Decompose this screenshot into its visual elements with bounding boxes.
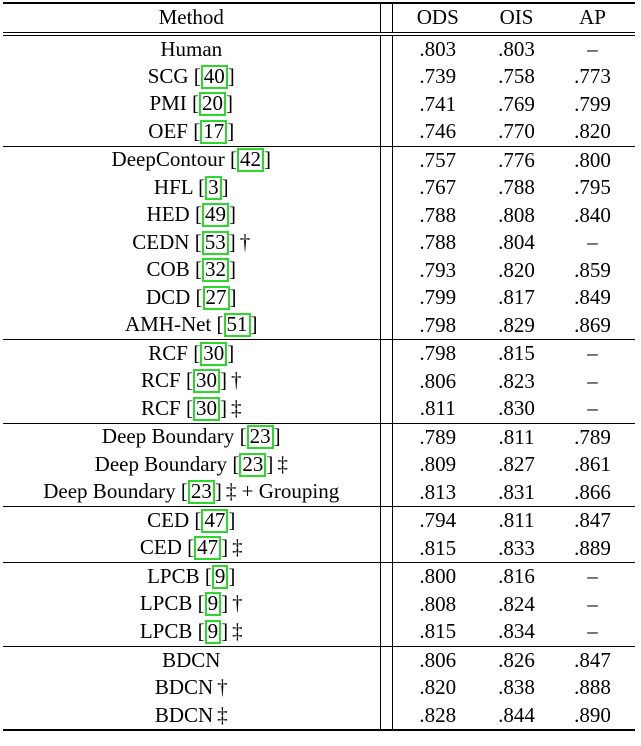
citation-link[interactable]: 23 [188,480,215,504]
ois-value: .829 [498,312,535,337]
ods-value: .809 [419,452,457,477]
ods-value: .815 [419,619,457,644]
citation-link[interactable]: 47 [201,509,228,533]
method-name: LPCB [139,618,193,643]
column-separator [380,91,392,119]
ap-value: – [587,591,598,616]
ods-value: .799 [419,285,457,310]
method-cell: LPCB [ 9 ] † [139,591,243,616]
column-separator [380,368,392,396]
citation-link[interactable]: 23 [239,453,266,477]
table-row [3,257,635,285]
method-name: RCF [141,368,181,393]
ois-value: .844 [498,702,535,727]
method-cell: Deep Boundary [ 23 ] ‡ + Grouping [43,479,340,504]
citation-link[interactable]: 3 [205,176,222,200]
ap-value: .799 [574,91,611,116]
table-body [3,34,635,731]
column-separator [380,423,392,451]
ois-value: .804 [498,230,535,255]
column-separator [380,451,392,479]
table-row [3,535,635,563]
citation-link[interactable]: 53 [202,231,229,255]
method-name: PMI [149,91,187,116]
ods-value: .811 [419,396,456,421]
method-marker: † [232,591,243,616]
column-separator [380,118,392,146]
ods-value: .757 [419,147,457,172]
ap-value: .866 [574,479,611,504]
ap-value: .840 [574,202,611,227]
column-separator [380,674,392,702]
citation-link[interactable]: 51 [224,313,251,337]
method-name: SCG [147,63,189,88]
ap-value: .859 [574,257,611,282]
method-marker: ‡ [232,618,243,643]
column-separator [380,702,392,731]
citation-link[interactable]: 32 [202,258,229,282]
ods-value: .803 [419,36,457,61]
ods-value: .806 [419,368,457,393]
citation-link[interactable]: 42 [237,148,264,172]
column-separator [380,618,392,646]
method-marker: ‡ [232,535,243,560]
ois-value: .838 [498,675,535,700]
citation-link[interactable]: 9 [205,592,222,616]
table-row [3,174,635,202]
ods-value: .813 [419,479,457,504]
ods-value: .788 [419,202,457,227]
citation-link[interactable]: 17 [200,120,227,144]
ods-value: .798 [419,341,457,366]
ap-value: .888 [574,675,611,700]
table-row [3,618,635,646]
method-cell: COB [ 32 ] [146,257,236,282]
ods-value: .798 [419,312,457,337]
method-marker: ‡ + Grouping [225,479,340,504]
method-name: CED [139,535,182,560]
ap-value: – [587,230,598,255]
method-name: Deep Boundary [94,451,228,476]
ap-value: – [587,368,598,393]
ods-value: .793 [419,257,457,282]
ap-value: – [587,396,598,421]
ois-value: .811 [498,508,535,533]
column-separator [380,312,392,340]
ois-value: .776 [498,147,535,172]
method-cell: RCF [ 30 ] [148,340,235,365]
method-cell: HFL [ 3 ] [153,174,229,199]
citation-link[interactable]: 9 [212,565,229,589]
citation-link[interactable]: 30 [193,369,220,393]
method-cell: SCG [ 40 ] [147,63,235,88]
column-separator [380,340,392,368]
ods-value: .806 [419,647,457,672]
table-row [3,229,635,257]
citation-link[interactable]: 40 [201,65,228,89]
table-row [3,91,635,119]
column-separator [380,507,392,535]
method-name: HFL [153,174,193,199]
method-cell: Deep Boundary [ 23 ] ‡ [94,451,288,476]
ap-value: .861 [574,452,611,477]
method-name: LPCB [139,591,193,616]
table-row [3,368,635,396]
ap-value: .800 [574,147,611,172]
ap-value: .773 [574,64,611,89]
table-row [3,507,635,535]
method-name: DeepContour [111,147,225,172]
method-cell: PMI [ 20 ] [149,91,234,116]
table-row [3,284,635,312]
column-separator [380,146,392,174]
table-row [3,118,635,146]
ois-value: .817 [498,285,535,310]
method-cell: DeepContour [ 42 ] [111,147,271,172]
citation-link[interactable]: 9 [205,620,222,644]
method-cell: CED [ 47 ] [147,507,236,532]
ois-value: .769 [498,91,535,116]
ois-value: .826 [498,647,535,672]
column-separator [380,395,392,423]
ap-value: .847 [574,508,611,533]
results-table [3,2,635,731]
method-name: Deep Boundary [101,424,235,449]
ap-value: .820 [574,119,611,144]
method-cell [3,34,380,64]
ois-value: .811 [498,424,535,449]
table-row [3,202,635,230]
ap-value: .789 [574,424,611,449]
column-separator [380,535,392,563]
method-name: AMH-Net [124,312,212,337]
ap-value: – [587,619,598,644]
ods-value: .739 [419,64,457,89]
method-name: BDCN [154,675,214,700]
header-ap: AP [579,5,606,30]
ap-value: – [587,341,598,366]
method-cell: LPCB [ 9 ] ‡ [139,618,243,643]
citation-link[interactable]: 30 [200,342,227,366]
column-separator [380,174,392,202]
method-cell: Deep Boundary [ 23 ] [101,424,281,449]
table-row [3,563,635,591]
ods-value: .820 [419,675,457,700]
method-name: HED [146,202,190,227]
method-cell [3,702,380,731]
column-separator [380,284,392,312]
method-cell: AMH-Net [ 51 ] [124,312,258,337]
table-row [3,591,635,619]
header-method: Method [158,5,224,30]
method-cell [3,646,380,674]
ois-value: .770 [498,119,535,144]
method-marker: † [239,229,251,254]
method-cell: RCF [ 30 ] ‡ [141,395,242,420]
column-separator [380,257,392,285]
method-name: BDCN [154,702,214,727]
table-row [3,34,635,64]
table-row [3,63,635,91]
ap-value: .849 [574,285,611,310]
column-separator [380,34,392,64]
method-name: BDCN [162,647,221,672]
method-name: Human [160,36,223,61]
method-cell: RCF [ 30 ] † [141,368,242,393]
ods-value: .789 [419,424,457,449]
ois-value: .834 [498,619,535,644]
ois-value: .823 [498,368,535,393]
header-ods: ODS [416,5,459,30]
ois-value: .830 [498,396,535,421]
method-cell: DCD [ 27 ] [145,284,237,309]
method-cell: LPCB [ 9 ] [147,563,236,588]
method-name: CED [147,507,190,532]
table-row [3,479,635,507]
column-separator [380,563,392,591]
column-separator [380,591,392,619]
citation-link[interactable]: 20 [199,92,226,116]
ois-value: .758 [498,64,535,89]
column-separator [380,229,392,257]
table-row [3,340,635,368]
ods-value: .800 [419,564,457,589]
ap-value: .890 [574,702,611,727]
ois-value: .820 [498,257,535,282]
column-separator [380,3,392,34]
ap-value: – [587,564,598,589]
method-marker: ‡ [217,702,228,727]
method-cell: OEF [ 17 ] [148,118,235,143]
ois-value: .803 [498,36,535,61]
header-row [3,3,635,34]
citation-link[interactable]: 23 [247,425,274,449]
method-cell: HED [ 49 ] [146,202,236,227]
ods-value: .788 [419,230,457,255]
citation-link[interactable]: 27 [203,286,230,310]
citation-link[interactable]: 30 [193,397,220,421]
method-cell [3,674,380,702]
method-marker: ‡ [230,395,242,420]
ods-value: .746 [419,119,457,144]
ods-value: .794 [419,508,457,533]
ois-value: .815 [498,341,535,366]
method-name: LPCB [147,563,200,588]
header-ois: OIS [499,5,534,30]
method-cell: CEDN [ 53 ] † [132,229,251,254]
ap-value: .869 [574,312,611,337]
method-name: RCF [148,340,188,365]
table-row [3,646,635,674]
ois-value: .831 [498,479,535,504]
method-name: CEDN [132,229,190,254]
ois-value: .808 [498,202,535,227]
table-row [3,674,635,702]
ap-value: .847 [574,647,611,672]
column-separator [380,646,392,674]
ois-value: .833 [498,535,535,560]
ois-value: .816 [498,564,535,589]
method-name: COB [146,257,190,282]
column-separator [380,63,392,91]
column-separator [380,202,392,230]
ap-value: – [587,36,598,61]
ois-value: .824 [498,591,535,616]
method-name: RCF [141,395,181,420]
method-marker: † [230,368,242,393]
ods-value: .741 [419,91,457,116]
ods-value: .815 [419,535,457,560]
method-name: OEF [148,118,188,143]
citation-link[interactable]: 49 [202,203,229,227]
ods-value: .828 [419,702,457,727]
table-row [3,702,635,731]
method-name: DCD [145,284,191,309]
ap-value: .795 [574,175,611,200]
method-cell: CED [ 47 ] ‡ [139,535,243,560]
ods-value: .767 [419,175,457,200]
column-separator [380,479,392,507]
table-row [3,395,635,423]
ods-value: .808 [419,591,457,616]
method-marker: ‡ [277,451,288,476]
table-row [3,423,635,451]
citation-link[interactable]: 47 [194,536,221,560]
ois-value: .827 [498,452,535,477]
ois-value: .788 [498,175,535,200]
method-marker: † [217,675,228,700]
table-row [3,451,635,479]
table-row [3,312,635,340]
method-name: Deep Boundary [43,479,176,504]
ap-value: .889 [574,535,611,560]
table-row [3,146,635,174]
